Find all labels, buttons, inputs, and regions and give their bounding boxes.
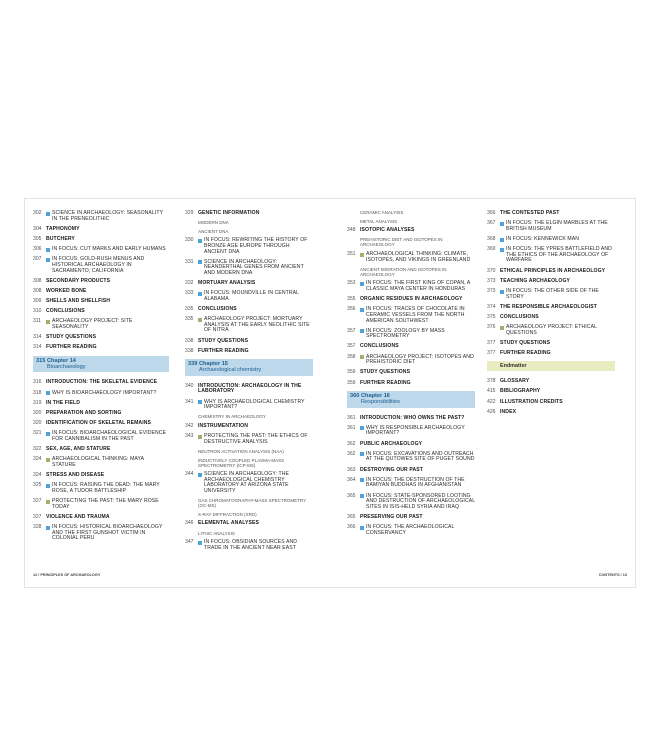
blue-square-icon — [198, 541, 202, 545]
toc-entry — [185, 384, 313, 395]
entry-title: GLOSSARY — [500, 378, 530, 385]
page-number: 373 — [487, 277, 496, 284]
page-number: 343 — [185, 433, 194, 440]
olive-square-icon — [46, 458, 50, 462]
entry-title: IN FOCUS: KENNEWICK MAN — [506, 235, 580, 242]
toc-entry — [487, 305, 615, 311]
toc-entry — [185, 521, 313, 527]
olive-square-icon — [198, 318, 202, 322]
page-number: 338 — [185, 337, 194, 344]
page-number: 310 — [33, 308, 42, 315]
page-number: 306 — [33, 246, 42, 253]
toc-entry — [487, 279, 615, 285]
page-number: 307 — [33, 256, 42, 263]
entry-title: PRESERVING OUR PAST — [360, 513, 423, 520]
toc-entry — [33, 499, 169, 510]
entry-title: CONCLUSIONS — [360, 343, 399, 350]
blue-square-icon — [46, 212, 50, 216]
entry-title: SHELLS AND SHELLFISH — [46, 298, 111, 305]
page-number: 308 — [33, 277, 42, 284]
olive-square-icon — [46, 500, 50, 504]
toc-entry — [33, 335, 169, 341]
toc-entry — [33, 237, 169, 243]
toc-entry — [347, 515, 475, 521]
entry-title: FURTHER READING — [360, 379, 411, 386]
blue-square-icon — [500, 290, 504, 294]
entry-title: IN FOCUS: OBSIDIAN SOURCES AND TRADE IN THE ANCIENT NEAR EAST — [204, 539, 298, 551]
page-number: 374 — [487, 303, 496, 310]
chapter-title-block — [199, 361, 261, 374]
toc-entry — [33, 345, 169, 351]
blue-square-icon — [46, 248, 50, 252]
page-number: 363 — [347, 466, 356, 473]
entry-title: ARCHAEOLOGY PROJECT: SITE SEASONALITY — [52, 318, 133, 331]
entry-title: INDEX — [500, 408, 517, 415]
olive-square-icon — [500, 326, 504, 330]
page-number: 331 — [185, 258, 194, 265]
toc-entry — [33, 401, 169, 407]
page-number: 359 — [347, 369, 356, 376]
toc-entry — [487, 379, 615, 385]
entry-title: MORTUARY ANALYSIS — [198, 280, 256, 287]
entry-title: IN FOCUS: BIOARCHAEOLOGICAL EVIDENCE FOR CANNIBALISM IN THE PAST — [52, 430, 167, 442]
page-number: 320 — [33, 410, 42, 416]
entry-title: PROTECTING THE PAST: THE MARY ROSE TODAY — [52, 498, 159, 510]
page-number: 376 — [487, 324, 496, 331]
toc-subentry: NEUTRON ACTIVATION ANALYSIS (NAA) — [198, 448, 284, 454]
chapter-page-number: 315 — [36, 357, 46, 364]
toc-subentry: INDUCTIVELY COUPLED PLASMA-MASS SPECTROMETRY (ICP-MS) — [198, 457, 285, 468]
entry-title: STUDY QUESTIONS — [360, 369, 411, 376]
entry-title: IN FOCUS: TRACES OF CHOCOLATE IN CERAMIC VESSELS FROM THE NORTH AMERICAN SOUTHWEST — [366, 306, 465, 324]
toc-entry — [33, 431, 169, 442]
toc-entry — [347, 416, 475, 422]
chapter-number: Chapter 14 — [47, 357, 76, 364]
entry-title: INTRODUCTION: ARCHAEOLOGY IN THE LABORATORY — [198, 382, 302, 395]
page-number: 357 — [347, 327, 356, 334]
entry-title: IN FOCUS: STATE-SPONSORED LOOTING AND DESTRUCTION OF ARCHAEOLOGICAL SITES IN ISIS-HELD SYRIA AND IRAQ — [366, 492, 475, 510]
page-number: 333 — [185, 290, 194, 297]
toc-subentry: ANCIENT MIGRATION AND ISOTOPES IN ARCHAEOLOGY — [360, 266, 447, 277]
page-number: 318 — [33, 389, 42, 396]
toc-column-1 — [33, 211, 169, 546]
blue-square-icon — [46, 432, 50, 436]
blue-square-icon — [360, 329, 364, 333]
page-number: 368 — [487, 235, 496, 242]
entry-title: ARCHAEOLOGICAL THINKING: MAYA STATURE — [52, 456, 144, 468]
page-number: 362 — [347, 450, 356, 457]
chapter-title: Responsibilities — [361, 399, 400, 406]
entry-title: ORGANIC RESIDUES IN ARCHAEOLOGY — [360, 296, 463, 303]
toc-entry — [33, 227, 169, 233]
page-number: 304 — [33, 225, 42, 232]
page-number: 422 — [487, 398, 496, 405]
blue-square-icon — [46, 484, 50, 488]
page-number: 346 — [185, 520, 194, 527]
page-number: 327 — [33, 513, 42, 520]
entry-title: INTRODUCTION: THE SKELETAL EVIDENCE — [46, 379, 158, 386]
toc-entry — [487, 247, 615, 264]
entry-title: IN FOCUS: THE YPRES BATTLEFIELD AND THE ETHICS OF THE ARCHAEOLOGY OF WARFARE — [506, 246, 612, 264]
entry-title: TAPHONOMY — [46, 225, 80, 232]
chapter-title-block — [47, 358, 86, 371]
toc-entry — [33, 257, 169, 274]
toc-column-3 — [347, 211, 475, 541]
toc-entry — [487, 289, 615, 300]
entry-title: IN FOCUS: THE ARCHAEOLOGICAL CONSERVANCY — [366, 524, 455, 536]
toc-subentry: X-RAY DIFFRACTION (XRD) — [198, 511, 257, 517]
page-number: 332 — [185, 280, 194, 287]
entry-title: ETHICAL PRINCIPLES IN ARCHAEOLOGY — [500, 267, 606, 274]
page-number: 308 — [33, 287, 42, 294]
entry-title: FURTHER READING — [500, 350, 551, 357]
page-number: 320 — [33, 420, 42, 427]
toc-entry — [347, 355, 475, 366]
toc-entry — [347, 297, 475, 303]
toc-entry — [487, 269, 615, 275]
toc-entry — [33, 279, 169, 285]
page-number: 362 — [347, 440, 356, 447]
entry-title: IN FOCUS: EXCAVATIONS AND OUTREACH AT THE QUTOWES SITE OF PUGET SOUND — [366, 450, 475, 463]
toc-entry — [347, 525, 475, 536]
entry-title: IN FOCUS: GOLD-RUSH MENUS AND HISTORICAL ARCHAEOLOGY IN SACRAMENTO, CALIFORNIA — [52, 256, 145, 274]
toc-subentry: CHEMISTRY IN ARCHAEOLOGY — [198, 414, 266, 420]
blue-square-icon — [198, 239, 202, 243]
endmatter-heading: Endmatter — [487, 361, 615, 371]
toc-entry — [347, 452, 475, 463]
page-number: 367 — [487, 220, 496, 227]
toc-entry — [33, 299, 169, 305]
entry-title: STRESS AND DISEASE — [46, 472, 105, 479]
page-number: 329 — [185, 210, 194, 216]
page-number: 373 — [487, 287, 496, 294]
page-number: 369 — [487, 246, 496, 253]
toc-entry — [487, 400, 615, 406]
toc-subentry: GAS CHROMATOGRAPHY-MASS SPECTROMETRY (GC-MS) — [198, 498, 307, 509]
entry-title: WHY IS RESPONSIBLE ARCHAEOLOGY IMPORTANT? — [366, 424, 465, 437]
page-number: 321 — [33, 430, 42, 437]
toc-entry — [33, 380, 169, 386]
entry-title: BUTCHERY — [46, 235, 75, 242]
toc-entry — [347, 442, 475, 448]
entry-title: WHY IS BIOARCHAEOLOGY IMPORTANT? — [52, 389, 157, 396]
toc-entry — [185, 317, 313, 334]
page-number: 340 — [185, 382, 194, 389]
page-number: 322 — [33, 446, 42, 453]
toc-entry — [33, 525, 169, 542]
entry-title: IN THE FIELD — [46, 399, 81, 406]
olive-square-icon — [360, 355, 364, 359]
toc-entry — [33, 515, 169, 521]
entry-title: CONCLUSIONS — [46, 308, 85, 315]
page-number: 344 — [185, 471, 194, 478]
entry-title: ISOTOPIC ANALYSES — [360, 227, 415, 234]
blue-square-icon — [46, 258, 50, 262]
page-number: 356 — [347, 306, 356, 313]
blue-square-icon — [360, 478, 364, 482]
blue-square-icon — [46, 391, 50, 395]
toc-entry — [33, 247, 169, 253]
chapter-heading — [33, 356, 169, 373]
toc-entry — [185, 211, 313, 217]
entry-title: GENETIC INFORMATION — [198, 210, 260, 216]
toc-subentry: LITHIC ANALYSIS — [198, 530, 235, 536]
toc-entry — [347, 344, 475, 350]
toc-entry — [347, 252, 475, 263]
page-number: 359 — [347, 379, 356, 386]
toc-entry — [185, 260, 313, 277]
page-number: 358 — [347, 353, 356, 360]
toc-subentry: METAL ANALYSIS — [360, 218, 398, 224]
entry-title: PUBLIC ARCHAEOLOGY — [360, 440, 423, 447]
toc-entry — [487, 237, 615, 243]
toc-entry — [33, 421, 169, 427]
toc-entry — [33, 211, 169, 222]
toc-entry — [487, 211, 615, 217]
entry-title: INTRODUCTION: WHO OWNS THE PAST? — [360, 414, 465, 421]
olive-square-icon — [46, 320, 50, 324]
olive-square-icon — [360, 253, 364, 257]
entry-title: ARCHAEOLOGY PROJECT: ISOTOPES AND PREHISTORIC DIET — [366, 353, 474, 366]
page-number: 366 — [487, 210, 496, 216]
blue-square-icon — [500, 222, 504, 226]
toc-entry — [33, 309, 169, 315]
page-number: 319 — [33, 399, 42, 406]
page-number: 302 — [33, 210, 42, 216]
toc-entry — [347, 307, 475, 324]
toc-entry — [33, 411, 169, 417]
entry-title: DESTROYING OUR PAST — [360, 466, 423, 473]
entry-title: IN FOCUS: THE OTHER SIDE OF THE STORY — [506, 287, 599, 300]
entry-title: ARCHAEOLOGY PROJECT: MORTUARY ANALYSIS AT THE EARLY NEOLITHIC SITE OF NITRA — [204, 316, 310, 334]
toc-entry — [33, 319, 169, 330]
entry-title: IN FOCUS: ZOOLOGY BY MASS SPECTROMETRY — [366, 327, 445, 340]
toc-entry — [487, 341, 615, 347]
blue-square-icon — [360, 308, 364, 312]
entry-title: SCIENCE IN ARCHAEOLOGY: SEASONALITY IN THE PRENEOLITHIC — [52, 210, 163, 222]
entry-title: THE CONTESTED PAST — [500, 210, 560, 216]
entry-title: WHY IS ARCHAEOLOGICAL CHEMISTRY IMPORTANT? — [204, 398, 305, 411]
toc-entry — [33, 447, 169, 453]
page-number: 415 — [487, 388, 496, 395]
toc-entry — [33, 391, 169, 397]
blue-square-icon — [360, 494, 364, 498]
page-number: 335 — [185, 316, 194, 323]
page-number: 314 — [33, 334, 42, 341]
entry-title: WORKED BONE — [46, 287, 87, 294]
toc-column-4 — [487, 211, 615, 420]
entry-title: ARCHAEOLOGY PROJECT: ETHICAL QUESTIONS — [506, 324, 597, 336]
page-number: 328 — [33, 524, 42, 531]
toc-entry — [487, 351, 615, 357]
chapter-title: Bioarchaeology — [47, 364, 86, 371]
toc-subentry: ANCIENT DNA — [198, 228, 229, 234]
toc-entry — [185, 238, 313, 255]
entry-title: ELEMENTAL ANALYSES — [198, 520, 259, 527]
entry-title: IN FOCUS: THE ELGIN MARBLES AT THE BRITISH MUSEUM — [506, 220, 608, 232]
olive-square-icon — [198, 435, 202, 439]
toc-entry — [347, 370, 475, 376]
page-number: 366 — [347, 524, 356, 531]
page-number: 348 — [347, 227, 356, 234]
blue-square-icon — [198, 260, 202, 264]
page-number: 342 — [185, 423, 194, 429]
toc-entry — [33, 483, 169, 494]
page-number: 305 — [33, 235, 42, 242]
page-number: 324 — [33, 472, 42, 479]
page-number: 309 — [33, 298, 42, 305]
entry-title: IN FOCUS: MOUNDVILLE IN CENTRAL ALABAMA — [204, 290, 299, 302]
toc-entry — [185, 400, 313, 411]
toc-entry — [347, 478, 475, 489]
entry-title: IN FOCUS: REWRITING THE HISTORY OF BRONZE AGE EUROPE THROUGH ANCIENT DNA — [204, 237, 308, 255]
entry-title: VIOLENCE AND TRAUMA — [46, 513, 110, 520]
toc-entry — [33, 457, 169, 468]
blue-square-icon — [198, 473, 202, 477]
entry-title: SCIENCE IN ARCHAEOLOGY: NEANDERTHAL GENES FROM ANCIENT AND MODERN DNA — [204, 258, 304, 276]
entry-title: ARCHAEOLOGICAL THINKING: CLIMATE, ISOTOPES, AND VIKINGS IN GREENLAND — [366, 250, 471, 263]
page-number: 341 — [185, 398, 194, 405]
toc-entry — [347, 381, 475, 387]
page-number: 361 — [347, 424, 356, 431]
page-number: 335 — [185, 306, 194, 313]
page-number: 377 — [487, 350, 496, 357]
book-spread — [24, 198, 636, 588]
toc-subentry: MODERN DNA — [198, 220, 229, 226]
entry-title: ILLUSTRATION CREDITS — [500, 398, 563, 405]
toc-entry — [33, 473, 169, 479]
entry-title: IN FOCUS: CUT MARKS AND EARLY HUMANS — [52, 246, 166, 253]
footer-left: 12 / PRINCIPLES OF ARCHAEOLOGY — [33, 573, 101, 577]
page-number: 330 — [185, 237, 194, 244]
chapter-title-block — [361, 393, 400, 406]
page-number: 347 — [185, 539, 194, 546]
toc-entry — [185, 307, 313, 313]
chapter-title: Archaeological chemistry — [199, 367, 262, 374]
blue-square-icon — [500, 248, 504, 252]
page-number: 338 — [185, 347, 194, 354]
toc-entry — [487, 315, 615, 321]
page-number: 351 — [347, 250, 356, 257]
page-number: 325 — [33, 482, 42, 489]
chapter-number: Chapter 16 — [361, 392, 390, 399]
entry-title: CONCLUSIONS — [500, 313, 539, 320]
entry-title: STUDY QUESTIONS — [500, 339, 551, 346]
toc-entry — [185, 291, 313, 302]
page-number: 375 — [487, 313, 496, 320]
page-number: 311 — [33, 318, 42, 325]
entry-title: IN FOCUS: RAISING THE DEAD: THE MARY ROSE, A TUDOR BATTLESHIP — [52, 482, 160, 494]
blue-square-icon — [500, 238, 504, 242]
entry-title: THE RESPONSIBLE ARCHAEOLOGIST — [500, 303, 597, 310]
toc-entry — [347, 228, 475, 234]
entry-title: TEACHING ARCHAEOLOGY — [500, 277, 571, 284]
entry-title: SEX, AGE, AND STATURE — [46, 446, 111, 453]
chapter-heading — [185, 359, 313, 376]
page-number: 353 — [347, 280, 356, 287]
entry-title: STUDY QUESTIONS — [46, 334, 97, 341]
page-number: 316 — [33, 379, 42, 386]
toc-entry — [487, 221, 615, 232]
chapter-page-number: 360 — [350, 392, 360, 399]
page-number: 370 — [487, 267, 496, 274]
entry-title: IN FOCUS: THE FIRST KING OF COPAN, A CLASSIC MAYA CENTER IN HONDURAS — [366, 280, 471, 292]
blue-square-icon — [360, 282, 364, 286]
chapter-heading — [347, 391, 475, 408]
entry-title: FURTHER READING — [46, 344, 97, 351]
page-number: 365 — [347, 492, 356, 499]
footer-right: CONTENTS / 13 — [598, 573, 627, 577]
entry-title: STUDY QUESTIONS — [198, 337, 249, 344]
entry-title: IDENTIFICATION OF SKELETAL REMAINS — [46, 420, 151, 427]
toc-column-2 — [185, 211, 313, 556]
toc-entry — [185, 281, 313, 287]
toc-entry — [487, 325, 615, 336]
toc-entry — [185, 424, 313, 430]
blue-square-icon — [360, 426, 364, 430]
blue-square-icon — [46, 526, 50, 530]
blue-square-icon — [198, 292, 202, 296]
toc-entry — [347, 329, 475, 340]
page-number: 378 — [487, 378, 496, 385]
toc-entry — [185, 434, 313, 445]
page-number: 324 — [33, 456, 42, 463]
toc-entry — [347, 494, 475, 511]
chapter-number: Chapter 15 — [199, 361, 228, 368]
page-number: 355 — [347, 296, 356, 303]
toc-entry — [487, 410, 615, 416]
toc-entry — [347, 468, 475, 474]
entry-title: SCIENCE IN ARCHAEOLOGY: THE ARCHAEOLOGICAL CHEMISTRY LABORATORY AT ARIZONA STATE UNIVERSITY — [204, 471, 289, 494]
toc-entry — [347, 426, 475, 437]
toc-entry — [185, 472, 313, 494]
entry-title: IN FOCUS: THE DESTRUCTION OF THE BAMIYAN BUDDHAS IN AFGHANISTAN — [366, 476, 465, 489]
page-number: 327 — [33, 498, 42, 505]
chapter-page-number: 339 — [188, 361, 198, 368]
entry-title: FURTHER READING — [198, 347, 249, 354]
entry-title: PROTECTING THE PAST: THE ETHICS OF DESTRUCTIVE ANALYSIS — [204, 433, 308, 445]
toc-subentry: CERAMIC ANALYSIS — [360, 210, 404, 215]
toc-entry — [185, 349, 313, 355]
entry-title: CONCLUSIONS — [198, 306, 237, 313]
page-number: 361 — [347, 414, 356, 421]
page-number: 365 — [347, 513, 356, 520]
entry-title: PREPARATION AND SORTING — [46, 410, 122, 416]
toc-subentry: PREHISTORIC DIET AND ISOTOPES IN ARCHAEOLOGY — [360, 237, 443, 248]
blue-square-icon — [360, 526, 364, 530]
page-number: 377 — [487, 339, 496, 346]
blue-square-icon — [198, 400, 202, 404]
toc-entry — [487, 389, 615, 395]
entry-title: BIBLIOGRAPHY — [500, 388, 541, 395]
toc-entry — [185, 339, 313, 345]
entry-title: IN FOCUS: HISTORICAL BIOARCHAEOLOGY AND THE FIRST GUNSHOT VICTIM IN COLONIAL PERU — [52, 524, 163, 542]
page-number: 426 — [487, 408, 496, 415]
entry-title: SECONDARY PRODUCTS — [46, 277, 111, 284]
toc-entry — [347, 281, 475, 292]
page-number: 364 — [347, 476, 356, 483]
page-number: 314 — [33, 344, 42, 351]
page-number: 357 — [347, 343, 356, 350]
blue-square-icon — [360, 452, 364, 456]
toc-entry — [185, 540, 313, 551]
entry-title: INSTRUMENTATION — [198, 423, 248, 429]
toc-entry — [33, 289, 169, 295]
